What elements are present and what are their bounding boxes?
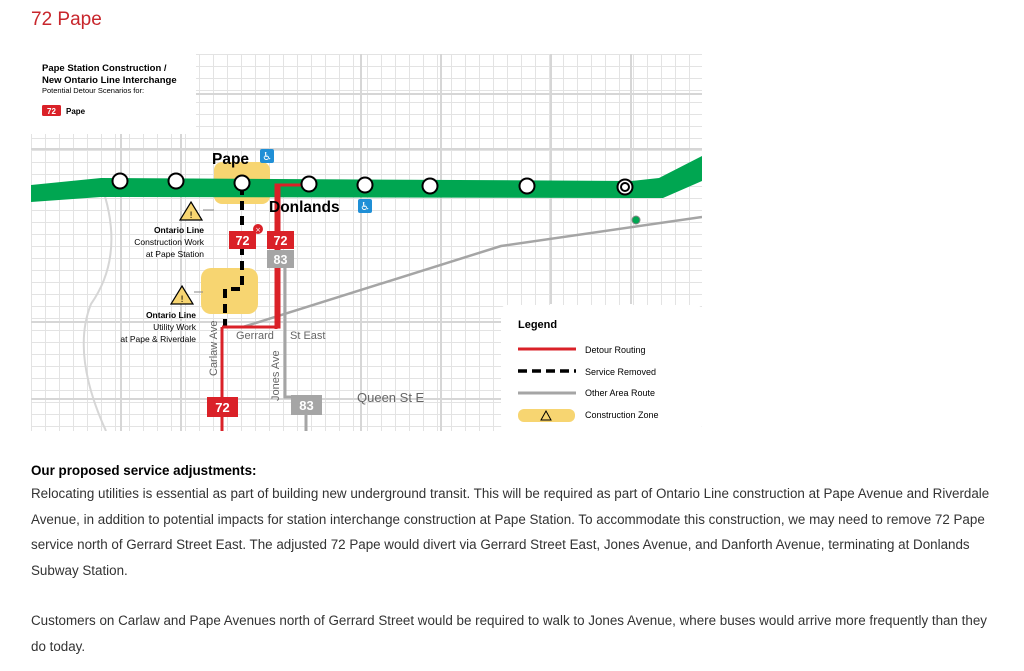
route-badge-72-b <box>267 231 294 249</box>
svg-text:♿: ♿ <box>262 150 272 163</box>
street-label-queen: Queen St E <box>357 390 425 405</box>
legend-label-zone: Construction Zone <box>585 410 659 420</box>
svg-text:83: 83 <box>273 253 288 267</box>
route-badge-72-c <box>207 397 238 417</box>
page-title: 72 Pape <box>31 9 102 30</box>
detour-map <box>31 54 702 431</box>
map-header-title-1: Pape Station Construction / <box>42 63 167 74</box>
street-label-jones: Jones Ave <box>270 350 282 401</box>
accessible-icon <box>358 199 372 213</box>
section-heading: Our proposed service adjustments: <box>31 463 257 478</box>
paragraph-customers: Customers on Carlaw and Pape Avenues north of Gerrard Street would be required to walk to Jones Avenue, where buses would arrive more frequently than they do today. <box>31 613 987 654</box>
route-badge-number: 72 <box>47 107 56 116</box>
accessible-icon <box>260 149 274 163</box>
transfer-point <box>632 216 640 224</box>
svg-text:72: 72 <box>273 234 288 248</box>
street-label-carlaw: Carlaw Ave <box>208 320 220 376</box>
paragraph-relocating-utilities: Relocating utilities is essential as part of building new underground transit. This will be required as part of Ontario Line construction at Pape Avenue and Riverdale Avenue, in addition to potential impacts for station interchange construction at Pape Station. To accommodate this construction, we may need to remove 72 Pape service north of Gerrard Street East. The adjusted 72 Pape would divert via Gerrard Street East, Jones Avenue, and Danforth Avenue, terminating at Donlands Subway Station. <box>31 486 990 578</box>
map-header-subtitle: Potential Detour Scenarios for: <box>42 86 145 95</box>
callout-construction-3: at Pape Station <box>145 249 204 259</box>
street-label-st-east: St East <box>290 330 326 342</box>
svg-text:72: 72 <box>235 234 250 248</box>
station-label-pape: Pape <box>212 151 250 168</box>
station-label-donlands: Donlands <box>269 199 340 216</box>
svg-text:!: ! <box>189 211 193 221</box>
service-cancelled-icon <box>253 224 263 234</box>
legend-label-removed: Service Removed <box>585 367 657 377</box>
route-badge-name: Pape <box>66 107 86 116</box>
svg-text:72: 72 <box>215 400 230 415</box>
route-badge-83-b <box>291 395 322 415</box>
callout-utility-1: Ontario Line <box>145 310 196 320</box>
svg-text:×: × <box>255 226 261 234</box>
svg-text:!: ! <box>180 295 184 305</box>
route-badge-83-a <box>267 250 294 268</box>
street-label-gerrard: Gerrard <box>236 330 274 342</box>
callout-utility-3: at Pape & Riverdale <box>120 334 196 344</box>
route-badge-72-a <box>229 231 256 249</box>
svg-text:83: 83 <box>299 398 314 413</box>
service-adjustments-section <box>31 461 996 660</box>
construction-zone-riverdale <box>201 268 258 314</box>
map-header-panel <box>31 54 196 134</box>
callout-utility-2: Utility Work <box>153 322 196 332</box>
callout-construction-1: Ontario Line <box>153 225 204 235</box>
legend-label-detour: Detour Routing <box>585 345 646 355</box>
map-header-title-2: New Ontario Line Interchange <box>42 75 177 86</box>
callout-construction-2: Construction Work <box>134 237 204 247</box>
legend-panel <box>501 305 702 431</box>
svg-text:♿: ♿ <box>360 200 370 213</box>
legend-title: Legend <box>518 319 558 331</box>
legend-label-other: Other Area Route <box>585 388 656 398</box>
